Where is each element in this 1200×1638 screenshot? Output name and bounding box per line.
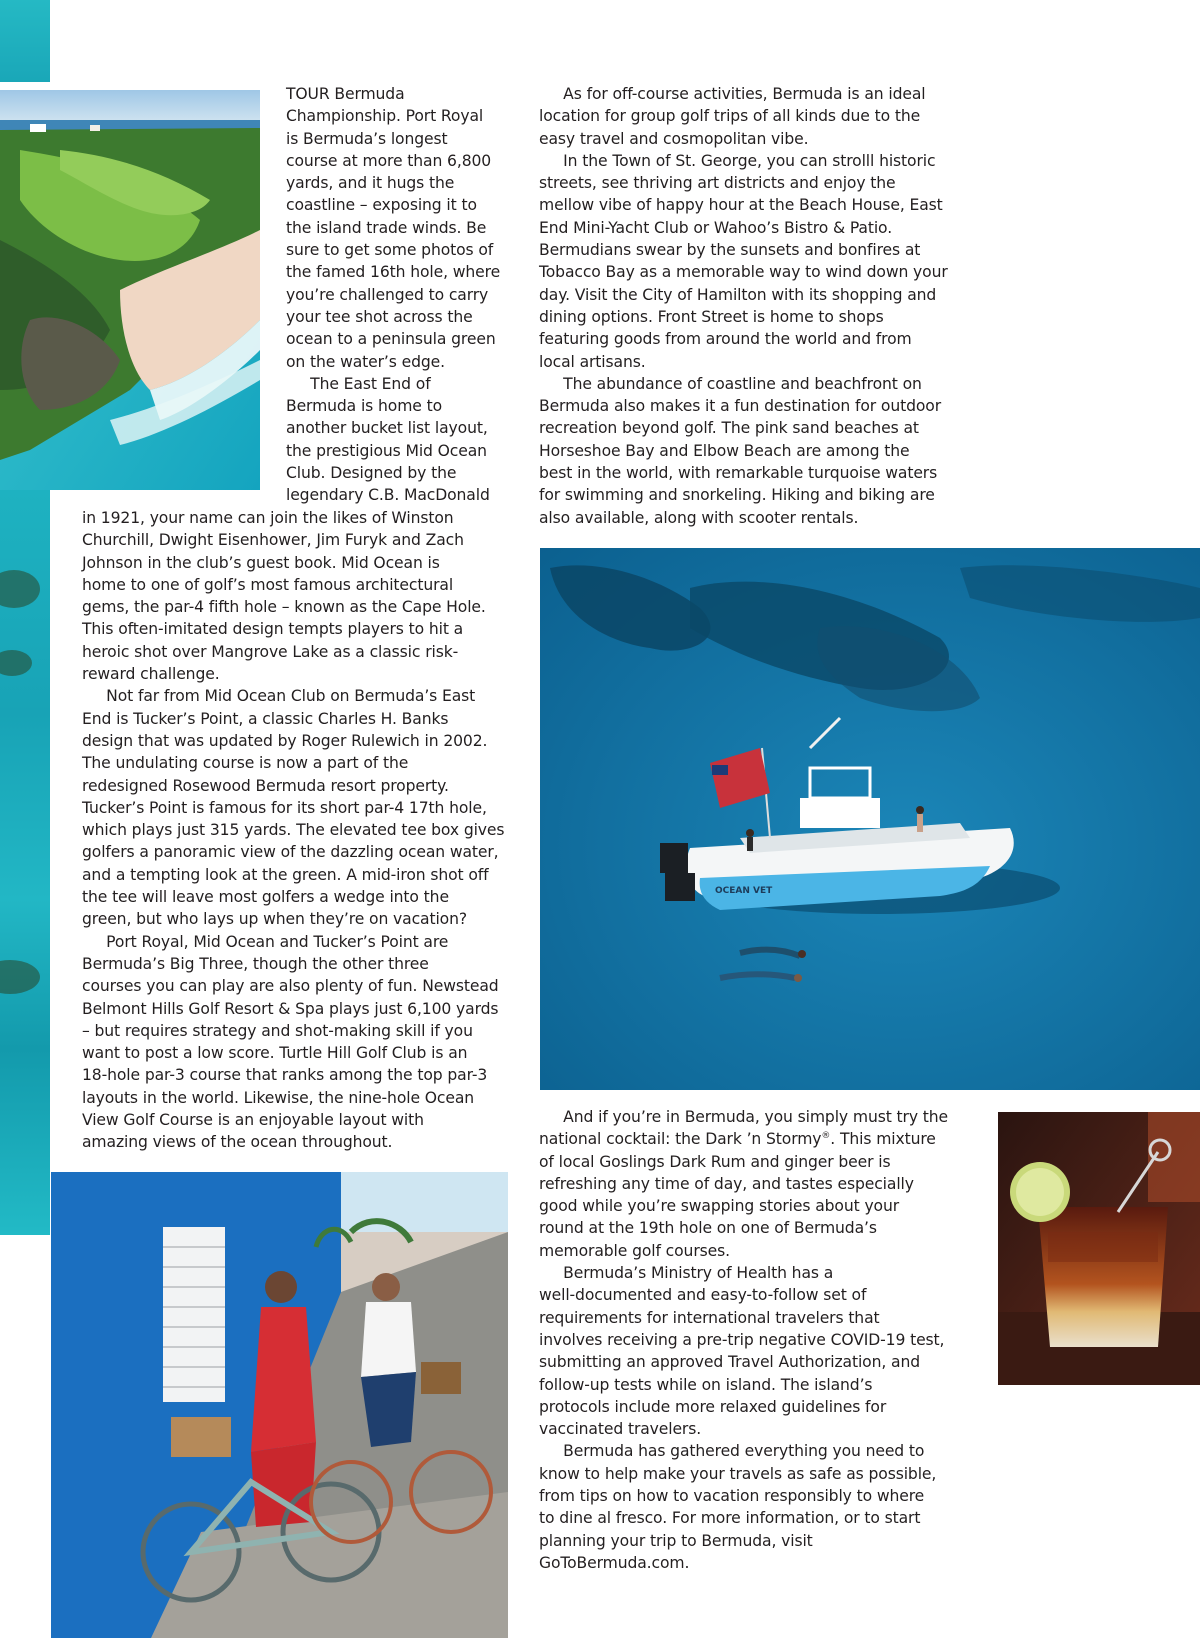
dark-n-stormy-cocktail-photo <box>998 1112 1200 1385</box>
boat-snorkeling-photo <box>540 548 1200 1090</box>
boat-name-label: OCEAN VET <box>715 886 773 896</box>
column-1-top-text: TOUR Bermuda Championship. Port Royal is Bermuda’s longest course at more than 6,800 yards, and it hugs the coastline – exposing it to the island trade winds. Be sure to get some photos of the famed 16th hole, where you’re challenged to carry your tee shot across the ocean to a peninsula green on the water’s edge. The East End of Bermuda is home to another bucket list layout, the prestigious Mid Ocean Club. Designed by the legendary C.B. MacDonald <box>286 85 501 505</box>
cocktail-paragraph-line-1: And if you’re in Bermuda, you simply must try the <box>539 1108 949 1126</box>
teal-border-strip-left <box>0 490 50 1235</box>
couple-cycling-photo <box>51 1172 508 1638</box>
registered-trademark-mark: ® <box>821 1131 831 1142</box>
cocktail-paragraph-line-2-start: national cocktail: the Dark ’n Stormy <box>539 1130 822 1149</box>
cocktail-paragraph-line-2-end: . This mixture <box>830 1130 936 1149</box>
column-2-bottom-remaining-text: of local Goslings Dark Rum and ginger beer is refreshing any time of day, and tastes especially good while you’re swapping stories about your round at the 19th hole on one of Bermuda’s memorable golf courses. Bermuda’s Ministry of Health has a well-documented and easy-to-follow set of requirements for international travelers that involves receiving a pre-trip negative COVID-19 test, submitting an approved Travel Authorization, and follow-up tests while on island. The island’s protocols include more relaxed guidelines for vaccinated travelers. Bermuda has gathered everything you need to know to help make your travels as safe as possible, from tips on how to vacation responsibly to where to dine al fresco. For more information, or to start planning your trip to Bermuda, visit GoToBermuda.com. <box>539 1152 945 1572</box>
golf-course-aerial-photo <box>0 90 260 490</box>
teal-border-strip-top <box>0 0 50 82</box>
column-1-bottom-text: in 1921, your name can join the likes of Winston Churchill, Dwight Eisenhower, Jim Furyk and Zach Johnson in the club’s guest book. Mid Ocean is home to one of golf’s most famous architectural gems, the par-4 fifth hole – known as the Cape Hole. This often-imitated design tempts players to hit a heroic shot over Mangrove Lake as a classic risk- reward challenge. Not far from Mid Ocean Club on Bermuda’s East End is Tucker’s Point, a classic Charles H. Banks design that was updated by Roger Rulewich in 2002. The undulating course is now a part of the redesigned Rosewood Bermuda resort property. Tucker’s Point is famous for its short par-4 17th hole, which plays just 315 yards. The elevated tee box gives golfers a panoramic view of the dazzling ocean water, and a tempting look at the green. A mid-iron shot off the tee will leave most golfers a wedge into the green, but who lays up when they’re on vacation? Port Royal, Mid Ocean and Tucker’s Point are Bermuda’s Big Three, though the other three courses you can play are also plenty of fun. Newstead Belmont Hills Golf Resort & Spa plays just 6,100 yards – but requires strategy and shot-making skill if you want to post a low score. Turtle Hill Golf Club is an 18-hole par-3 course that ranks among the top par-3 layouts in the world. Likewise, the nine-hole Ocean View Golf Course is an enjoyable layout with amazing views of the ocean throughout. <box>82 509 505 1152</box>
column-2-top-text: As for off-course activities, Bermuda is an ideal location for group golf trips of all kinds due to the easy travel and cosmopolitan vibe. In the Town of St. George, you can strolll historic streets, see thriving art districts and enjoy the mellow vibe of happy hour at the Beach House, East End Mini-Yacht Club or Wahoo’s Bistro & Patio. Bermudians swear by the sunsets and bonfires at Tobacco Bay as a memorable way to wind down your day. Visit the City of Hamilton with its shopping and dining options. Front Street is home to shops featuring goods from around the world and from local artisans. The abundance of coastline and beachfront on Bermuda also makes it a fun destination for outdoor recreation beyond golf. The pink sand beaches at Horseshoe Bay and Elbow Beach are among the best in the world, with remarkable turquoise waters for swimming and snorkeling. Hiking and biking are also available, along with scooter rentals. <box>539 85 948 527</box>
column-2-bottom-text <box>539 1106 948 1574</box>
